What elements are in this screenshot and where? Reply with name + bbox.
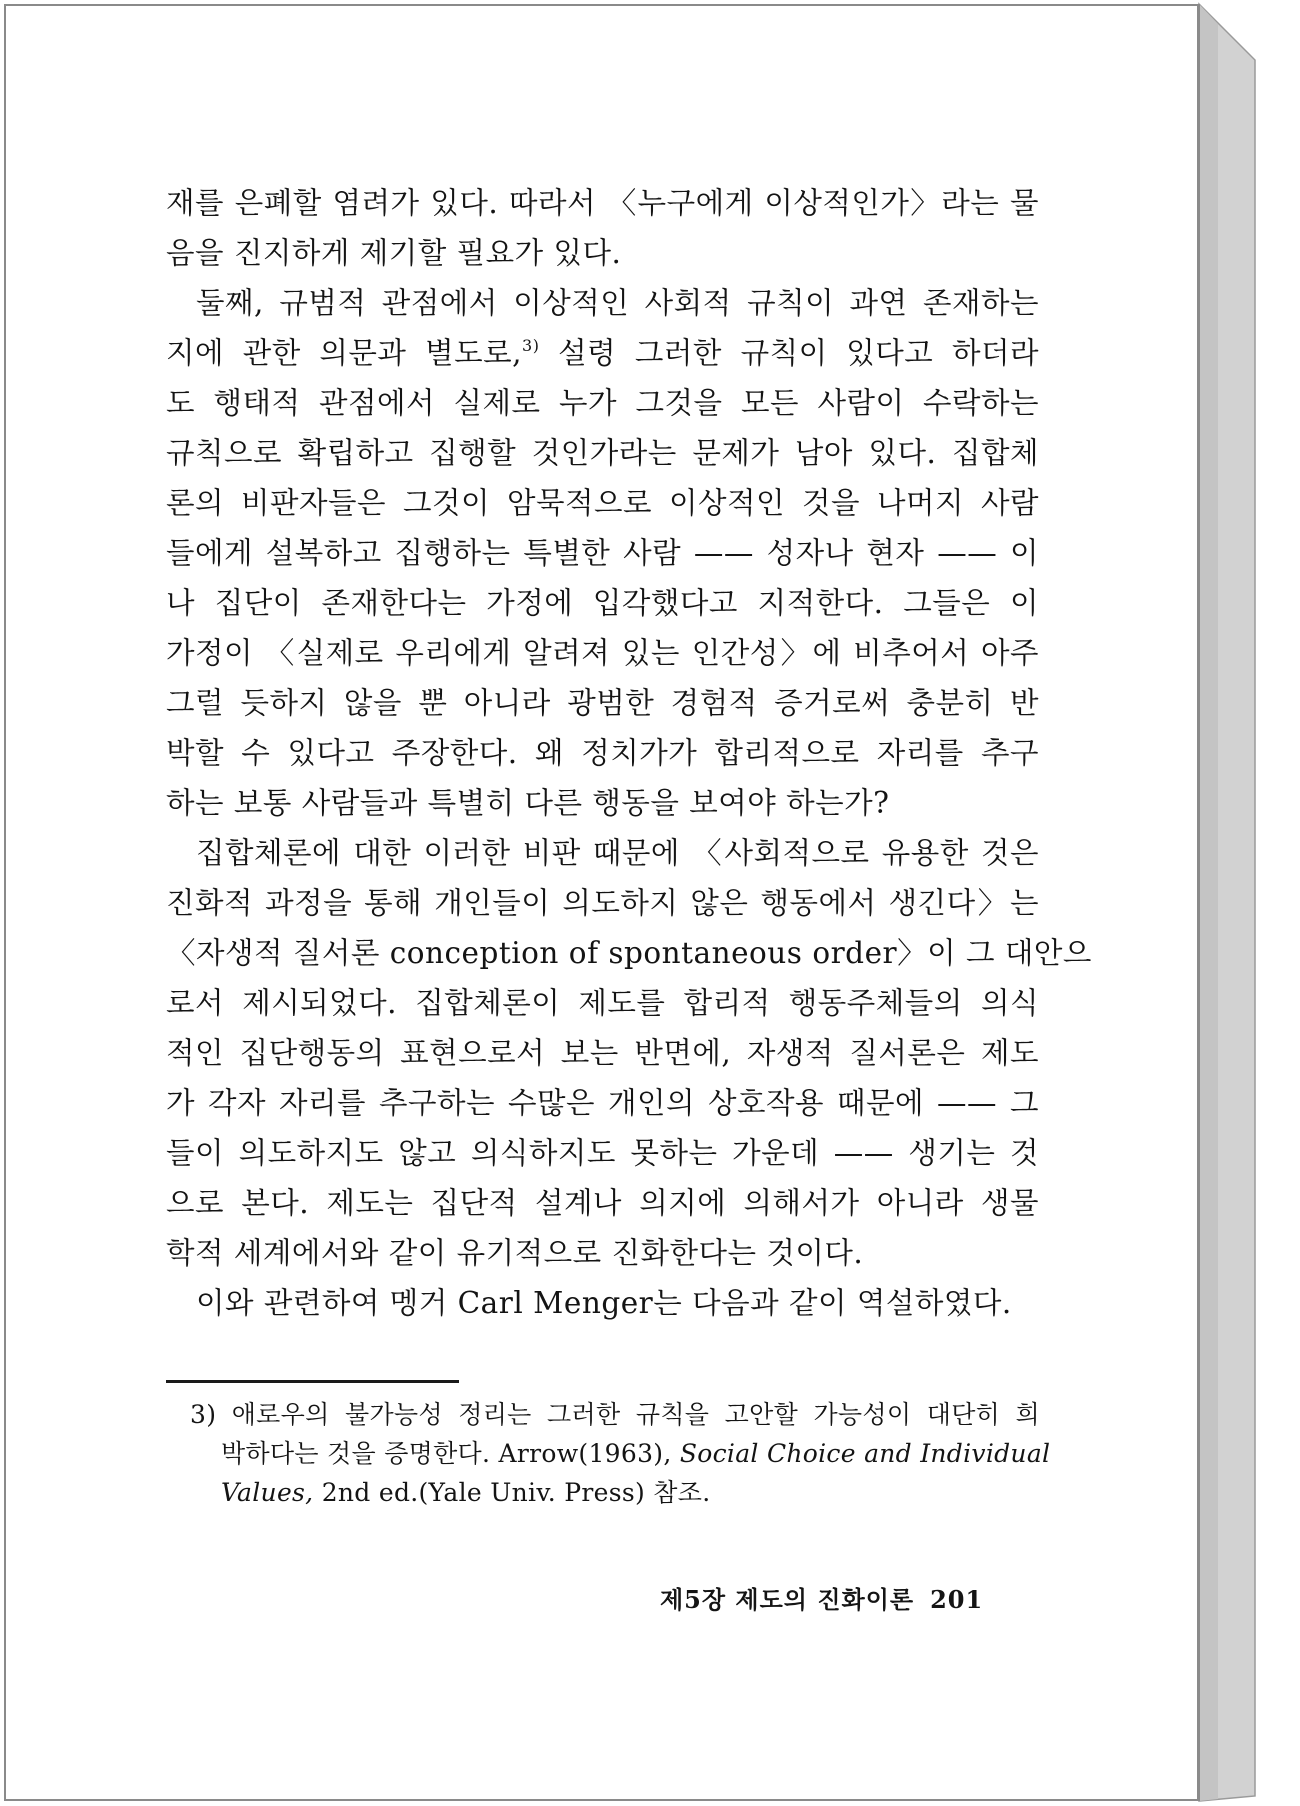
text-line: 적인 집단행동의 표현으로서 보는 반면에, 자생적 질서론은 제도 [166, 1036, 1039, 1070]
text-segment: 설령 그러한 규칙이 있다고 하더라 [558, 336, 1040, 370]
text-line: 으로 본다. 제도는 집단적 설계나 의지에 의해서가 아니라 생물 [166, 1186, 1039, 1220]
footnote-marker: 3) [522, 336, 540, 355]
footnote-text: 2nd ed.(Yale Univ. Press) 참조. [321, 1478, 711, 1507]
footnote [190, 1395, 1051, 1512]
running-footer [660, 1580, 983, 1615]
text-line: 진화적 과정을 통해 개인들이 의도하지 않은 행동에서 생긴다〉는 [166, 886, 1039, 920]
text-line: 하는 보통 사람들과 특별히 다른 행동을 보여야 하는가? [166, 786, 890, 820]
text-line: 로서 제시되었다. 집합체론이 제도를 합리적 행동주체들의 의식 [166, 986, 1039, 1020]
text-line: 〈자생적 질서론 conception of spontaneous order〉이 그 대안으 [166, 936, 1092, 970]
footnote-text: 애로우의 불가능성 정리는 그러한 규칙을 고안할 가능성이 대단히 희 [231, 1400, 1041, 1429]
text-segment: 지에 관한 의문과 별도로, [166, 336, 523, 370]
text-line: 가정이 〈실제로 우리에게 알려져 있는 인간성〉에 비추어서 아주 [166, 636, 1039, 670]
text-line: 들이 의도하지도 않고 의식하지도 못하는 가운데 —— 생기는 것 [166, 1136, 1039, 1170]
footnote-text: 박하다는 것을 증명한다. Arrow(1963), [221, 1439, 672, 1468]
footnote-number: 3) [190, 1400, 217, 1429]
body-text [166, 178, 1092, 1328]
chapter-title: 제5장 제도의 진화이론 [660, 1585, 915, 1614]
text-line: 그럴 듯하지 않을 뿐 아니라 광범한 경험적 증거로써 충분히 반 [166, 686, 1039, 720]
text-line: 집합체론에 대한 이러한 비판 때문에 〈사회적으로 유용한 것은 [196, 836, 1039, 870]
text-line: 박할 수 있다고 주장한다. 왜 정치가가 합리적으로 자리를 추구 [166, 736, 1039, 770]
text-line: 재를 은폐할 염려가 있다. 따라서 〈누구에게 이상적인가〉라는 물 [166, 186, 1039, 220]
text-line: 도 행태적 관점에서 실제로 누가 그것을 모든 사람이 수락하는 [166, 386, 1039, 420]
text-line: 둘째, 규범적 관점에서 이상적인 사회적 규칙이 과연 존재하는 [196, 286, 1039, 320]
page-number: 201 [930, 1585, 984, 1614]
text-line: 학적 세계에서와 같이 유기적으로 진화한다는 것이다. [166, 1236, 864, 1270]
footnote-book-title: Social Choice and Individual [679, 1439, 1051, 1468]
text-line: 나 집단이 존재한다는 가정에 입각했다고 지적한다. 그들은 이 [166, 586, 1039, 620]
text-line: 가 각자 자리를 추구하는 수많은 개인의 상호작용 때문에 —— 그 [166, 1086, 1039, 1120]
text-line-with-footnote [166, 328, 1039, 378]
text-line: 이와 관련하여 멩거 Carl Menger는 다음과 같이 역설하였다. [196, 1286, 1012, 1320]
text-line: 론의 비판자들은 그것이 암묵적으로 이상적인 것을 나머지 사람 [166, 486, 1039, 520]
text-line: 규칙으로 확립하고 집행할 것인가라는 문제가 남아 있다. 집합체 [166, 436, 1039, 470]
text-line: 음을 진지하게 제기할 필요가 있다. [166, 236, 622, 270]
footnote-book-title: Values, [221, 1478, 314, 1507]
footnote-divider [166, 1380, 459, 1383]
text-line: 들에게 설복하고 집행하는 특별한 사람 —— 성자나 현자 —— 이 [166, 536, 1039, 570]
